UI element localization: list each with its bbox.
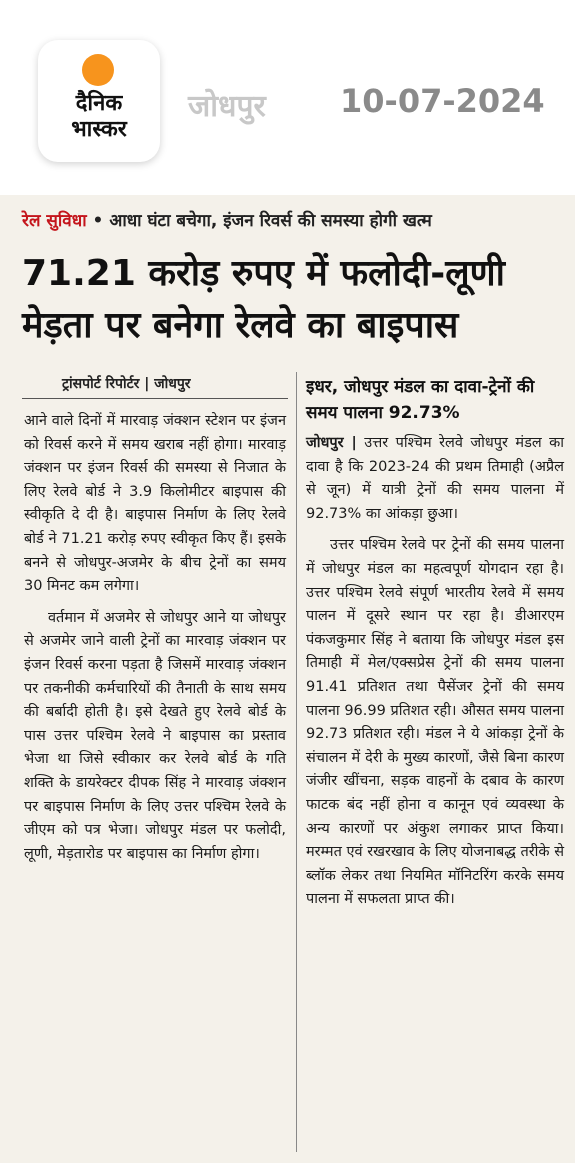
header bbox=[0, 0, 575, 185]
right-first-text: उत्तर पश्चिम रेलवे जोधपुर मंडल का दावा है कि 2023-24 की प्रथम तिमाही (अप्रैल से जून) में यात्री ट्रेनों की समय पालना में 92.73% का आंकड़ा छुआ। bbox=[306, 435, 565, 522]
logo-text-line2: भास्कर bbox=[71, 117, 127, 142]
edition-date: 10-07-2024 bbox=[340, 82, 545, 120]
right-paragraph-2: उत्तर पश्चिम रेलवे पर ट्रेनों की समय पालना में जोधपुर मंडल का महत्वपूर्ण योगदान रहा है। उत्तर पश्चिम रेलवे संपूर्ण भारतीय रेलवे में समय पालन में दूसरे स्थान पर रहा है। डीआरएम पंकजकुमार सिंह ने बताया कि जोधपुर मंडल इस तिमाही में मेल/एक्सप्रेस ट्रेनों की समय पालना 91.41 प्रतिशत तथा पैसेंजर ट्रेनों की समय पालना 96.99 प्रतिशत रही। औसत समय पालना 92.73 प्रतिशत रही। मंडल ने ये आंकड़ा ट्रेनों के संचालन में देरी के मुख्य कारणों, जैसे बिना कारण जंजीर खींचना, सड़क वाहनों के दबाव के कारण फाटक बंद नहीं होना व कानून एवं व्यवस्था के अन्य कारणों पर अंकुश लगाकर प्राप्त किया। मरम्मत एवं रखरखाव के लिए योजनाबद्ध तरीके से ब्लॉक लेकर तथा नियमित मॉनिटरिंग करके समय पालना में सफलता प्राप्त की। bbox=[306, 537, 564, 908]
left-paragraph-2: वर्तमान में अजमेर से जोधपुर आने या जोधपुर से अजमेर जाने वाली ट्रेनों का मारवाड़ जंक्शन पर इंजन रिवर्स करना पड़ता है जिसमें मारवाड़ जंक्शन पर तकनीकी कर्मचारियों की तैनाती के साथ समय की बर्बादी होती है। इसे देखते हुए रेलवे बोर्ड के पास उत्तर पश्चिम रेलवे ने बाइपास का प्रस्ताव भेजा था जिसे स्वीकार कर रेलवे बोर्ड के गति शक्ति के डायरेक्टर दीपक सिंह ने मारवाड़ जंक्शन पर बाइपास निर्माण के लिए उत्तर पश्चिम रेलवे के जीएम को पत्र भेजा। जोधपुर मंडल पर फलोदी, लूणी, मेड़तारोड पर बाइपास का निर्माण होगा। bbox=[24, 609, 286, 862]
kicker-text: • आधा घंटा बचेगा, इंजन रिवर्स की समस्या होगी खत्म bbox=[92, 211, 432, 231]
sun-icon bbox=[82, 54, 114, 86]
edition-city: जोधपुर bbox=[188, 89, 266, 124]
dainik-bhaskar-logo bbox=[38, 40, 160, 162]
sub-headline: इधर, जोधपुर मंडल का दावा-ट्रेनों की समय पालना 92.73% bbox=[306, 377, 535, 423]
headline-line1: 71.21 करोड़ रुपए में फलोदी-लूणी bbox=[22, 253, 506, 294]
kicker bbox=[22, 208, 562, 231]
left-column bbox=[24, 410, 286, 874]
headline bbox=[22, 248, 567, 352]
kicker-tag: रेल सुविधा bbox=[22, 211, 87, 231]
column-divider bbox=[296, 372, 297, 1152]
byline-divider bbox=[22, 398, 288, 399]
logo-text-line1: दैनिक bbox=[75, 91, 123, 116]
right-paragraph-1 bbox=[306, 432, 564, 526]
right-column bbox=[306, 432, 564, 920]
headline-line2: मेड़ता पर बनेगा रेलवे का बाइपास bbox=[22, 305, 459, 346]
left-paragraph-1: आने वाले दिनों में मारवाड़ जंक्शन स्टेशन पर इंजन को रिवर्स करने में समय खराब नहीं होगा। मारवाड़ जंक्शन पर इंजन रिवर्स की समस्या से निजात के लिए रेलवे बोर्ड ने 3.9 किलोमीटर बाइपास की स्वीकृति दे दी है। बाइपास निर्माण के लिए रेलवे बोर्ड ने 71.21 करोड़ रुपए स्वीकृत किए हैं। इसके बनने से जोधपुर-अजमेर के बीच ट्रेनों का समय 30 मिनट कम लगेगा। bbox=[24, 413, 286, 595]
dateline: जोधपुर | bbox=[306, 435, 357, 451]
byline: ट्रांसपोर्ट रिपोर्टर | जोधपुर bbox=[62, 376, 191, 392]
